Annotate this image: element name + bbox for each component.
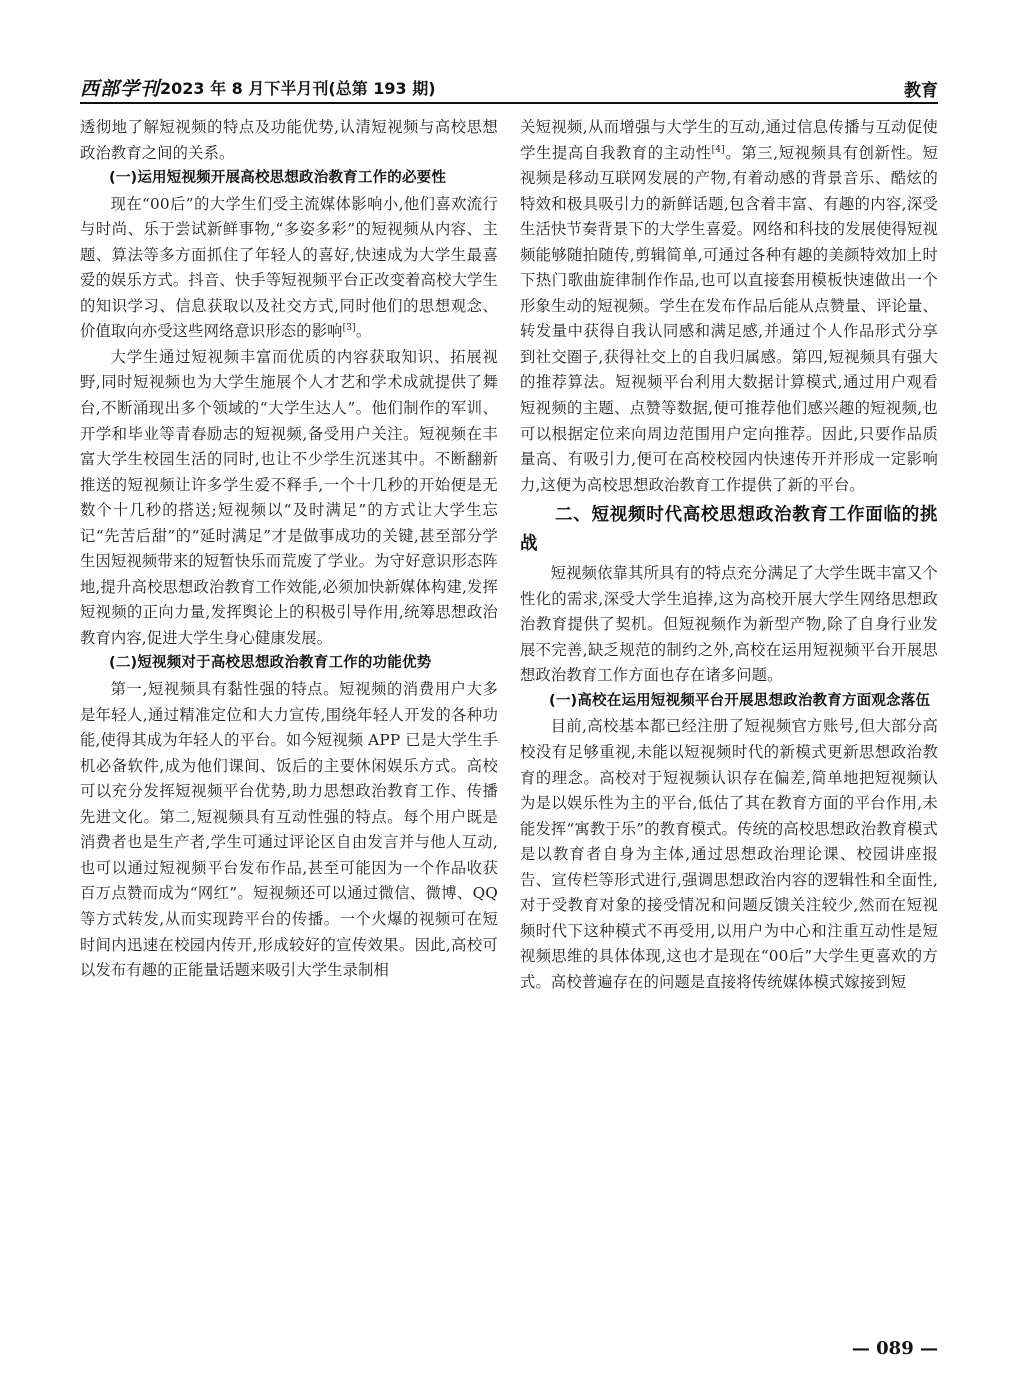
running-header bbox=[80, 72, 938, 102]
paragraph: 大学生通过短视频丰富而优质的内容获取知识、拓展视野,同时短视频也为大学生施展个人才艺和学术成就提供了舞台,不断涌现出多个领域的“大学生达人”。他们制作的军训、开学和毕业等青春励志的短视频,备受用户关注。短视频在丰富大学生校园生活的同时,也让不少学生沉迷其中。不断翻新推送的短视频让许多学生爱不释手,一个十几秒的开始便是无数个十几秒的搭送;短视频以“及时满足”的方式让大学生忘记“先苦后甜”的“延时满足”才是做事成功的关键,甚至部分学生因短视频带来的短暂快乐而荒废了学业。为守好意识形态阵地,提升高校思想政治教育工作效能,必须加快新媒体构建,发挥短视频的正向力量,发挥舆论上的积极引导作用,统筹思想政治教育内容,促进大学生身心健康发展。 bbox=[80, 347, 498, 647]
paragraph: 第一,短视频具有黏性强的特点。短视频的消费用户大多是年轻人,通过精准定位和大力宣传,围绕年轻人开发的各种功能,使得其成为年轻人的平台。如今短视频 APP 已是大学生手机必备软件,成为他们课间、饭后的主要休闲娱乐方式。高校可以充分发挥短视频平台优势,助力思想政治教育工作、传播先进文化。第二,短视频具有互动性强的特点。每个用户既是消费者也是生产者,学生可通过评论区自由发言并与他人互动,也可以通过短视频平台发布作品,甚至可能因为一个作品收获百万点赞而成为“网红”。短视频还可以通过微信、微博、QQ 等方式转发,从而实现跨平台的传播。一个火爆的视频可在短时间内迅速在校园内传开,形成较好的宣传效果。因此,高校可以发布有趣的正能量话题来吸引大学生录制相 bbox=[80, 680, 498, 980]
section-name: 教育 bbox=[904, 81, 938, 101]
paragraph-text: 。 bbox=[355, 322, 372, 341]
subsection-heading: (二)短视频对于高校思想政治教育工作的功能优势 bbox=[109, 655, 432, 672]
header-rule bbox=[80, 102, 938, 104]
subsection-heading: (一)高校在运用短视频平台开展思想政治教育方面观念落伍 bbox=[549, 692, 931, 709]
paragraph-text: 。第三,短视频具有创新性。短视频是移动互联网发展的产物,有着动感的背景音乐、酷炫的特效和极具吸引力的新鲜话题,包含着丰富、有趣的内容,深受生活快节奏背景下的大学生喜爱。网络和科技的发展使得短视频能够随拍随传,剪辑简单,可通过各种有趣的美颜特效加上时下热门歌曲旋律制作作品,也可以直接套用模板快速做出一个形象生动的短视频。学生在发布作品后能从点赞量、评论量、转发量中获得自我认同感和满足感,并通过个人作品形式分享到社交圈子,获得社交上的自我归属感。第四,短视频具有强大的推荐算法。短视频平台利用大数据计算模式,通过用户观看短视频的主题、点赞等数据,便可推荐他们感兴趣的短视频,也可以根据定位来向周边范围用户定向推荐。因此,只要作品质量高、有吸引力,便可在高校校园内快速传开并形成一定影响力,这便为高校思想政治教育工作提供了新的平台。 bbox=[520, 143, 938, 494]
paragraph: 短视频依靠其所具有的特点充分满足了大学生既丰富又个性化的需求,深受大学生追捧,这为高校开展大学生网络思想政治教育提供了契机。但短视频作为新型产物,除了自身行业发展不完善,缺乏规范的制约之外,高校在运用短视频平台开展思想政治教育工作方面也存在诸多问题。 bbox=[520, 564, 938, 685]
paragraph bbox=[80, 192, 498, 345]
right-column bbox=[520, 115, 938, 1320]
left-column bbox=[80, 115, 498, 1320]
citation-ref: [4] bbox=[711, 144, 725, 155]
paragraph bbox=[520, 115, 938, 498]
citation-ref: [3] bbox=[342, 323, 356, 334]
subsection-heading: (一)运用短视频开展高校思想政治教育工作的必要性 bbox=[109, 170, 447, 187]
page-number: — 089 — bbox=[851, 1338, 938, 1359]
paragraph: 目前,高校基本都已经注册了短视频官方账号,但大部分高校没有足够重视,未能以短视频时代的新模式更新思想政治教育的理念。高校对于短视频认识存在偏差,简单地把短视频认为是以娱乐性为主的平台,低估了其在教育方面的平台作用,未能发挥“寓教于乐”的教育模式。传统的高校思想政治教育模式是以教育者自身为主体,通过思想政治理论课、校园讲座报告、宣传栏等形式进行,强调思想政治内容的逻辑性和全面性,对于受教育对象的接受情况和问题反馈关注较少,然而在短视频时代下这种模式不再受用,以用户为中心和注重互动性是短视频思维的具体体现,这也才是现在“00后”大学生更喜欢的方式。高校普遍存在的问题是直接将传统媒体模式嫁接到短 bbox=[520, 717, 938, 991]
paragraph-text: 关短视频,从而增强与大学生的互动,通过信息传播与互动促使学生提高自我教育的主动性 bbox=[520, 118, 938, 162]
issue-info: 2023 年 8 月下半月刊(总第 193 期) bbox=[160, 79, 436, 98]
section-heading: 二、短视频时代高校思想政治教育工作面临的挑战 bbox=[520, 505, 938, 555]
paragraph-text: 现在“00后”的大学生们受主流媒体影响小,他们喜欢流行与时尚、乐于尝试新鲜事物,“多姿多彩”的短视频从内容、主题、算法等多方面抓住了年轻人的喜好,快速成为大学生最喜爱的娱乐方式。抖音、快手等短视频平台正改变着高校大学生的知识学习、信息获取以及社交方式,同时他们的思想观念、价值取向亦受这些网络意识形态的影响 bbox=[80, 194, 498, 341]
paragraph: 透彻地了解短视频的特点及功能优势,认清短视频与高校思想政治教育之间的关系。 bbox=[80, 118, 498, 162]
journal-logo: 西部学刊 bbox=[80, 78, 161, 100]
